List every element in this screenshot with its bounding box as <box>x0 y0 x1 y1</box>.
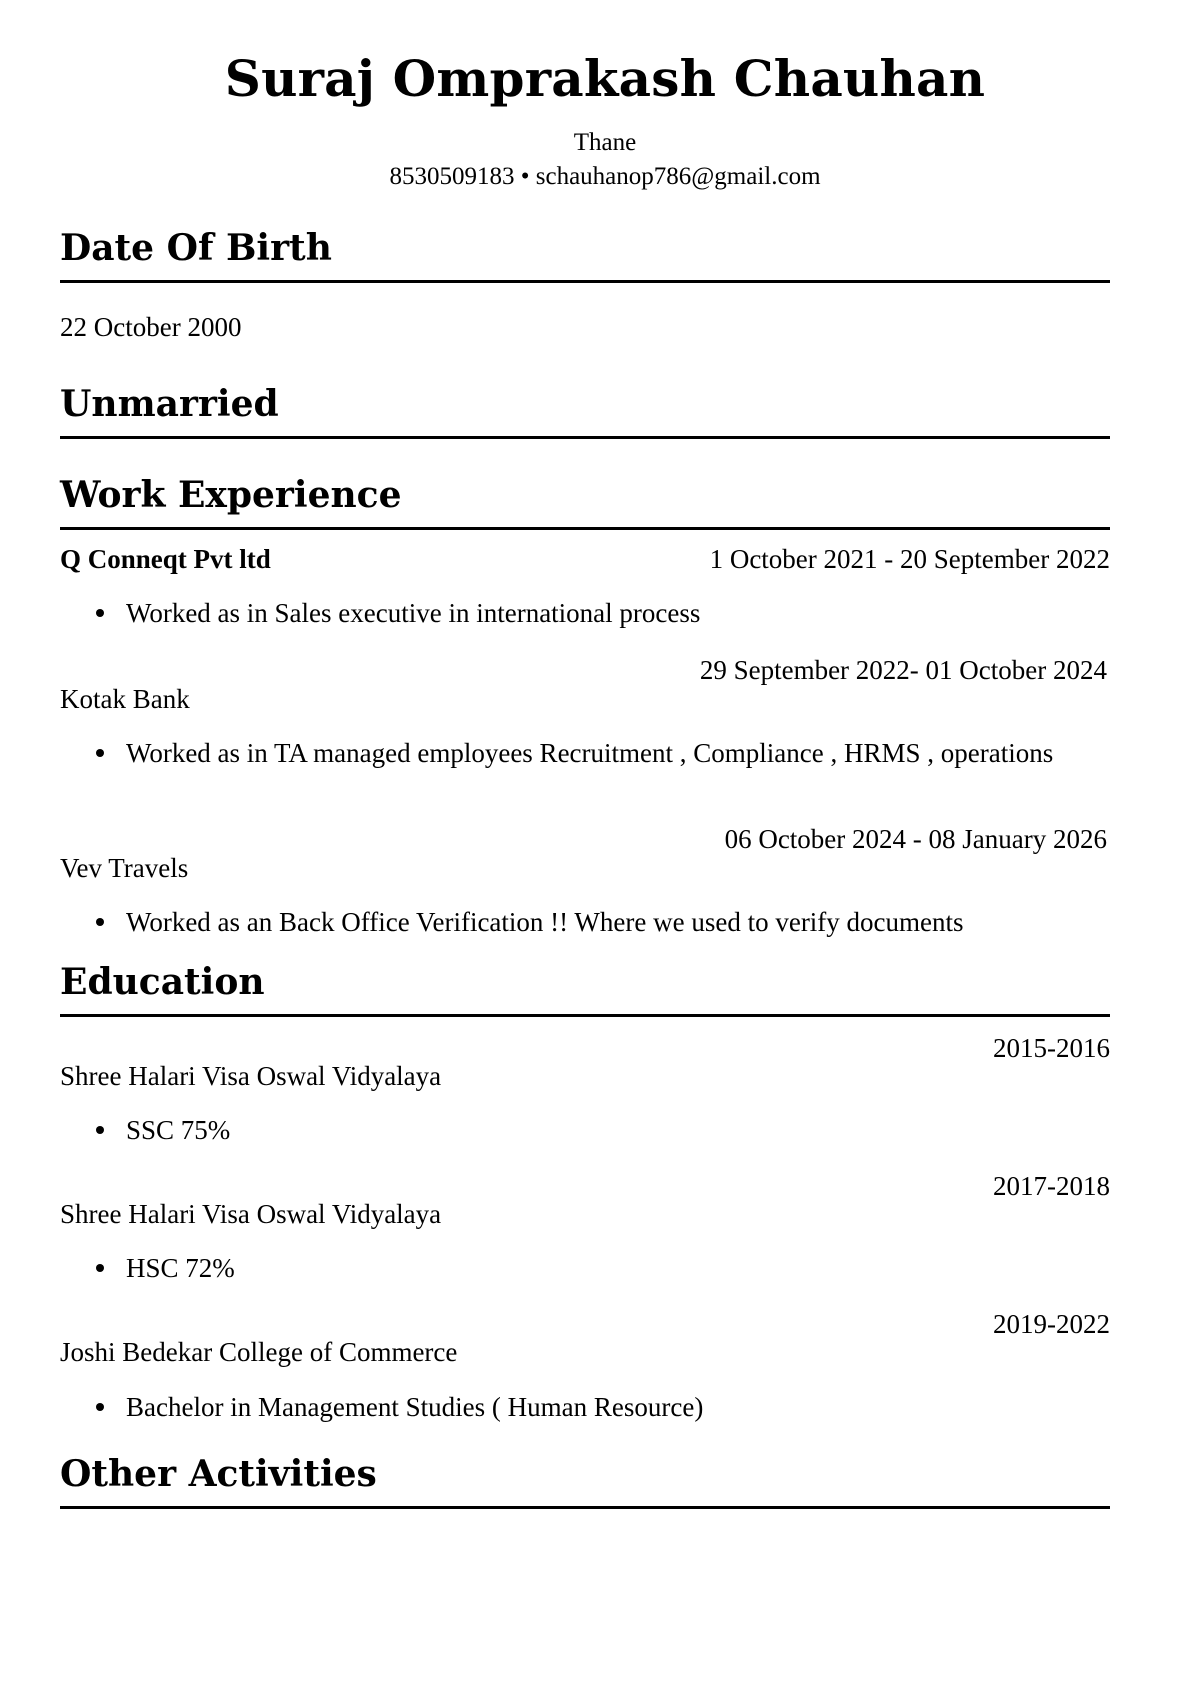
resume-page <box>60 0 1110 1696</box>
contact-line <box>60 164 1150 189</box>
education-institution: Shree Halari Visa Oswal Vidyalaya <box>60 1061 442 1091</box>
work-dates: 29 September 2022- 01 October 2024 <box>699 655 1107 685</box>
work-dates: 06 October 2024 - 08 January 2026 <box>724 824 1107 854</box>
location: Thane <box>573 129 637 156</box>
bullet-dot <box>96 1264 104 1272</box>
education-bullet: Bachelor in Management Studies ( Human Resource) <box>90 1390 1110 1424</box>
work-dates: 1 October 2021 - 20 September 2022 <box>709 544 1110 574</box>
education-institution: Joshi Bedekar College of Commerce <box>60 1337 458 1367</box>
bullet-dot <box>96 918 104 926</box>
separator-dot: • <box>520 163 530 190</box>
education-bullet: HSC 72% <box>90 1251 1110 1285</box>
education-institution: Shree Halari Visa Oswal Vidyalaya <box>60 1199 442 1229</box>
work-company: Vev Travels <box>60 853 189 883</box>
work-company: Kotak Bank <box>60 684 190 714</box>
section-title-other: Other Activities <box>60 1453 377 1495</box>
work-company: Q Conneqt Pvt ltd <box>60 544 271 574</box>
email-address: schauhanop786@gmail.com <box>535 163 821 190</box>
dob-value: 22 October 2000 <box>60 312 242 342</box>
bullet-dot <box>96 609 104 617</box>
education-dates: 2017-2018 <box>993 1171 1110 1201</box>
work-bullet: Worked as in Sales executive in international process <box>90 596 1110 630</box>
section-divider <box>60 280 1110 283</box>
candidate-name: Suraj Omprakash Chauhan <box>224 49 986 108</box>
phone-number: 8530509183 <box>389 163 515 190</box>
section-divider <box>60 1014 1110 1017</box>
bullet-dot <box>96 1403 104 1411</box>
work-bullet: Worked as in TA managed employees Recruitment , Compliance , HRMS , operations <box>90 736 1110 770</box>
bullet-dot <box>96 1126 104 1134</box>
section-divider <box>60 527 1110 530</box>
education-dates: 2019-2022 <box>993 1309 1110 1339</box>
section-title-education: Education <box>60 961 265 1003</box>
section-divider <box>60 1506 1110 1509</box>
section-divider <box>60 436 1110 439</box>
section-title-dob: Date Of Birth <box>60 227 332 269</box>
bullet-dot <box>96 749 104 757</box>
education-dates: 2015-2016 <box>993 1033 1110 1063</box>
section-title-marital: Unmarried <box>60 383 279 425</box>
section-title-work: Work Experience <box>60 474 402 516</box>
education-bullet: SSC 75% <box>90 1113 1110 1147</box>
work-bullet: Worked as an Back Office Verification !! Where we used to verify documents <box>90 905 1110 939</box>
